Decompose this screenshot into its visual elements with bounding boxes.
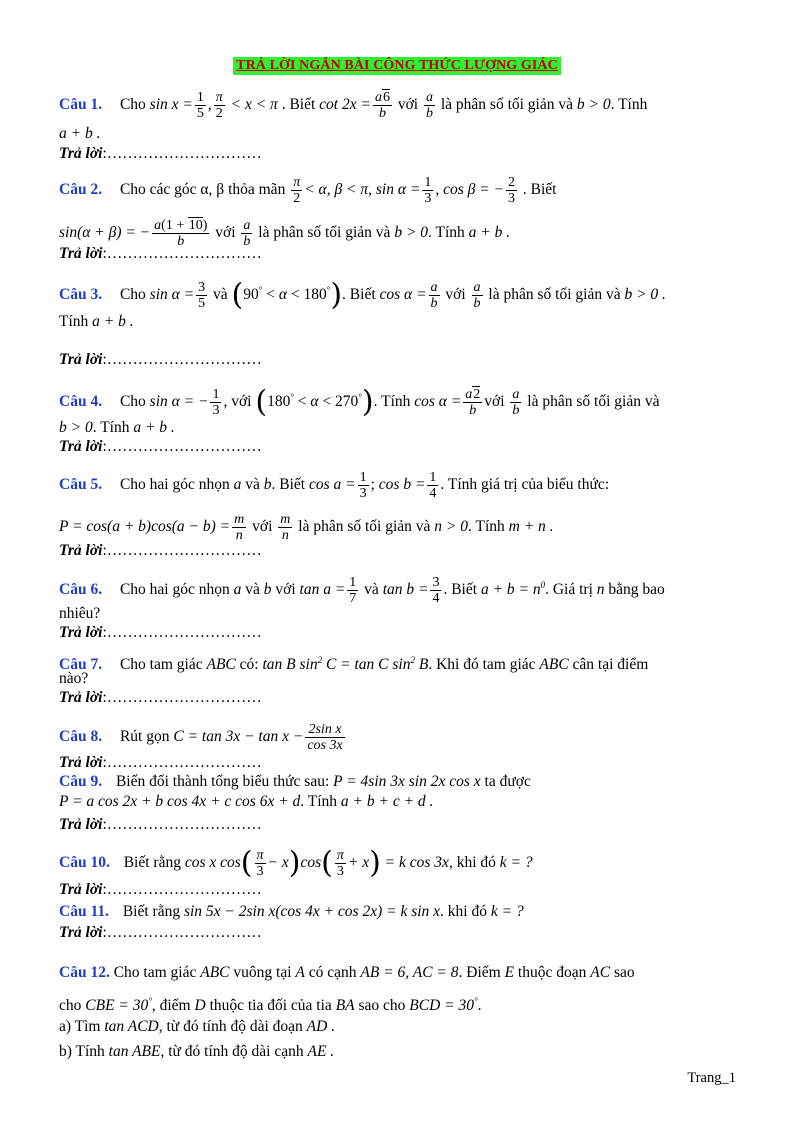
question-10: Câu 10. Biết rằng cos x cos( $\frac{\pi}{3}$ − x)cos( $\frac{\pi}{3}$ + x) = k cos 3x, khi đó k = ?	[59, 845, 533, 881]
answer-line-5[interactable]: Trả lời:…………………………	[59, 542, 262, 559]
question-12: Câu 12. Cho tam giác ABC vuông tại A có cạnh AB = 6, AC = 8. Điểm E thuộc đoạn AC sao	[59, 964, 635, 981]
answer-line-1[interactable]: Trả lời:…………………………	[59, 145, 262, 162]
answer-line-2[interactable]: Trả lời:…………………………	[59, 245, 262, 262]
question-7: Câu 7. Cho tam giác ABC có: tan B $\sin^2 C = \tan C$ $\sin^2 B$. Khi đó tam giác ABC cân tại điểm	[59, 655, 649, 674]
question-11: Câu 11. Biết rằng sin 5x − 2sin x(cos 4x + cos 2x) = k sin x. khi đó k = ?	[59, 903, 524, 920]
answer-line-6[interactable]: Trả lời:…………………………	[59, 624, 262, 641]
question-5: Câu 5. Cho hai góc nhọn a và b. Biết cos a = $\frac{1}{3}$ ; cos b = $\frac{1}{4}$ . Tính giá trị của biểu thức:	[59, 470, 610, 501]
page-footer: Trang_1	[687, 1070, 736, 1086]
answer-line-7[interactable]: Trả lời:…………………………	[59, 689, 262, 706]
document-title: TRẢ LỜI NGẮN BÀI CÔNG THỨC LƯỢNG GIÁC	[233, 57, 561, 75]
document-page: TRẢ LỜI NGẮN BÀI CÔNG THỨC LƯỢNG GIÁC Câu 1. Cho sin x = $\frac{1}{5}$ , $\frac{\pi}{2}$ < x < π . Biết cot 2x = $\frac{a6}{b}$ với $\frac{a}{b}$ là phân số tối giản và b > 0. Tính a + b . Trả lời:………………………… Câu 2. Cho các góc α, β thỏa mãn $\frac{\pi}{2}$ < α, β < π, sin α = $\frac{1}{3}$ , cos β = − $\frac{2}{3}$ . Biết sin(α + β) = − $\frac{a(1 + 10)}{b}$ với $\frac{a}{b}$ là phân số tối giản và b > 0. Tính a + b . Trả lời:………………………… Câu 3. Cho sin α = $\frac{3}{5}$ và (90° < α < 180°). Biết cos α = $\frac{a}{b}$ với $\frac{a}{b}$ là phân số tối giản và b > 0 . Tính a + b . Trả lời:………………………… Câu 4. Cho sin α = − $\frac{1}{3}$ , với (180° < α < 270°). Tính cos α = $\frac{a2}{b}$ với $\frac{a}{b}$ là phân số tối giản và b > 0. Tính a + b . Trả lời:………………………… Câu 5. Cho hai góc nhọn a và b. Biết cos a = $\frac{1}{3}$ ; cos b = $\frac{1}{4}$ . Tính giá trị của biểu thức: P = cos(a + b)cos(a − b) = $\frac{m}{n}$ với $\frac{m}{n}$ là phân số tối giản và n > 0. Tính m + n . Trả lời:………………………… Câu 6. Cho hai góc nhọn a và b với tan a = $\frac{1}{7}$ và tan b = $\frac{3}{4}$ . Biết $a + b = n^0$. Giá trị n bằng bao nhiêu? Trả lời:………………………… Câu 7. Cho tam giác ABC có: tan B $\sin^2 C = \tan C$ $\sin^2 B$. Khi đó tam giác ABC cân tại điểm nào? Trả lời:………………………… Câu 8. Rút gọn C = tan 3x − tan x − $\frac{\text{2sin x}}{\cos 3x}$ Trả lời:………………………… Câu 9. Biến đổi thành tổng biểu thức sau: P = 4sin 3x sin 2x cos x ta được P = a cos 2x + b cos 4x + c cos 6x + d. Tính a + b + c + d . Trả lời:………………………… Câu 10. Biết rằng cos x cos( $\frac{\pi}{3}$ − x)cos( $\frac{\pi}{3}$ + x) = k cos 3x, khi đó k = ? Trả lời:………………………… Câu 11. Biết rằng sin 5x − 2sin x(cos 4x + cos 2x) = k sin x. khi đó k = ? Trả lời:………………………… Câu 12. Cho tam giác ABC vuông tại A có cạnh AB = 6, AC = 8. Điểm E thuộc đoạn AC sao cho CBE = 30°, điểm D thuộc tia đối của tia BA sao cho BCD = 30°. a) Tìm tan ACD, từ đó tính độ dài đoạn AD . b) Tính tan ABE, từ đó tính độ dài cạnh AE . Trang_1	[59, 58, 736, 1086]
question-1: Câu 1. Cho sin x = $\frac{1}{5}$ , $\frac{\pi}{2}$ < x < π . Biết cot 2x = $\frac{a6}{b}$ với $\frac{a}{b}$ là phân số tối giản và b > 0. Tính	[59, 90, 648, 121]
answer-line-4[interactable]: Trả lời:…………………………	[59, 438, 262, 455]
question-12-part-b: b) Tính tan ABE, từ đó tính độ dài cạnh AE .	[59, 1043, 335, 1060]
question-2: Câu 2. Cho các góc α, β thỏa mãn $\frac{\pi}{2}$ < α, β < π, sin α = $\frac{1}{3}$ , cos β = − $\frac{2}{3}$ . Biết	[59, 175, 557, 206]
question-4: Câu 4. Cho sin α = − $\frac{1}{3}$ , với (180° < α < 270°). Tính cos α = $\frac{a2}{b}$ với $\frac{a}{b}$ là phân số tối giản và	[59, 384, 660, 420]
answer-line-3[interactable]: Trả lời:…………………………	[59, 351, 262, 368]
answer-line-9[interactable]: Trả lời:…………………………	[59, 816, 262, 833]
answer-line-11[interactable]: Trả lời:…………………………	[59, 924, 262, 941]
answer-line-10[interactable]: Trả lời:…………………………	[59, 881, 262, 898]
question-6: Câu 6. Cho hai góc nhọn a và b với tan a = $\frac{1}{7}$ và tan b = $\frac{3}{4}$ . Biết $a + b = n^0$. Giá trị n bằng bao	[59, 575, 665, 606]
question-12-part-a: a) Tìm tan ACD, từ đó tính độ dài đoạn AD .	[59, 1018, 336, 1035]
answer-line-8[interactable]: Trả lời:…………………………	[59, 754, 262, 771]
question-9: Câu 9. Biến đổi thành tổng biểu thức sau: P = 4sin 3x sin 2x cos x ta được	[59, 773, 531, 790]
question-3: Câu 3. Cho sin α = $\frac{3}{5}$ và (90° < α < 180°). Biết cos α = $\frac{a}{b}$ với $\frac{a}{b}$ là phân số tối giản và b > 0 .	[59, 277, 666, 313]
question-8: Câu 8. Rút gọn C = tan 3x − tan x − $\frac{\text{2sin x}}{\cos 3x}$	[59, 722, 343, 753]
